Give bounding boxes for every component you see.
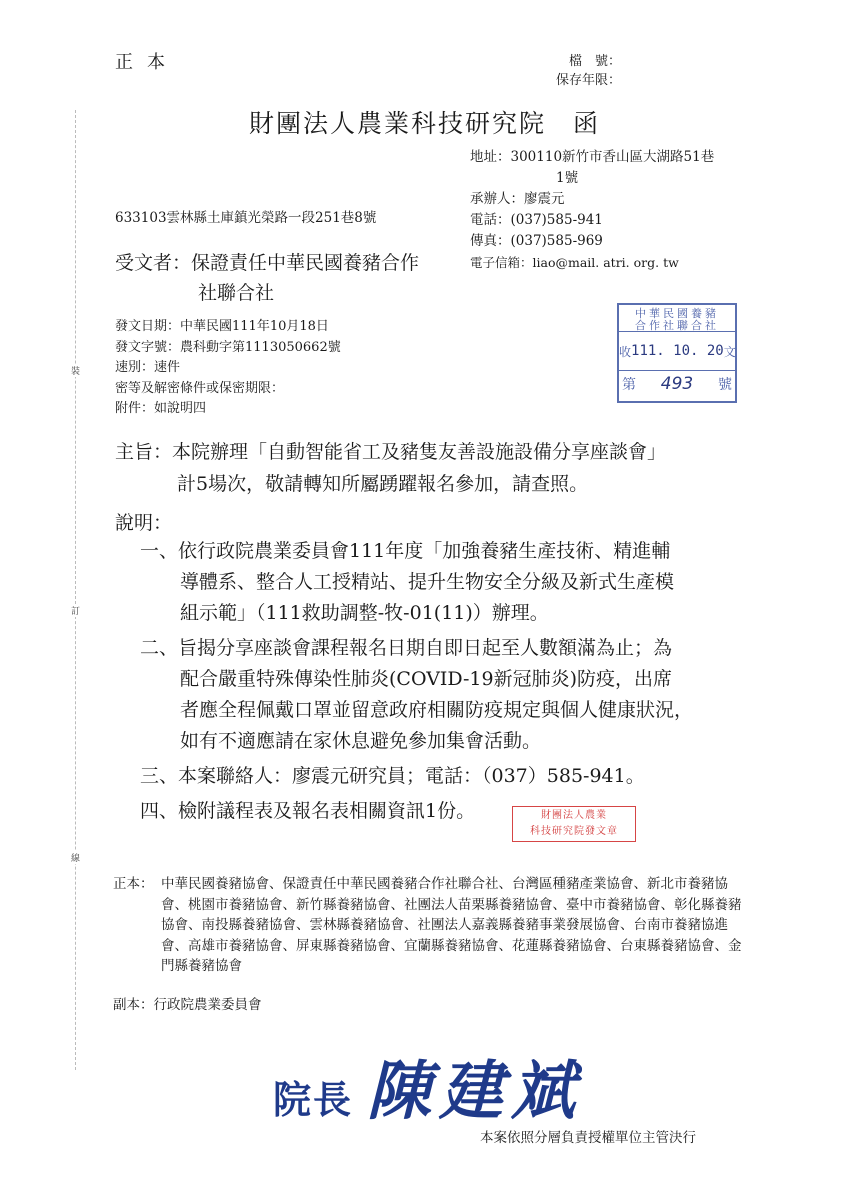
recipient-line1: 受文者：保證責任中華民國養豬合作 — [115, 252, 420, 274]
recipient-line2: 社聯合社 — [198, 282, 275, 304]
receipt-stamp — [617, 303, 737, 403]
attachment: 附件：如說明四 — [115, 401, 207, 416]
signature-name: 陳建斌 — [367, 1054, 584, 1129]
handler: 承辦人：廖震元 — [470, 191, 565, 207]
seal-line1: 財團法人農業 — [541, 810, 607, 821]
item-line: 三、本案聯絡人：廖震元研究員；電話：（037）585-941。 — [140, 765, 645, 787]
sender-address-cont: 1號 — [556, 170, 579, 186]
distribution-text: 中華民國養豬協會、保證責任中華民國養豬合作社聯合社、台灣區種豬產業協會、新北市養豬協會、桃園市養豬協會、新竹縣養豬協會、社團法人苗栗縣養豬協會、臺中市養豬協會、彰化縣養豬協會、南投縣養豬協會、雲林縣養豬協會、社團法人嘉義縣養豬事業發展協會、台南市養豬協進會、高雄市養豬協會、屏東縣養豬協會、宜蘭縣養豬協會、花蓮縣養豬協會、台東縣養豬協會、金門縣養豬協會 — [161, 876, 742, 974]
subject-line1: 主旨：本院辦理「自動智能省工及豬隻友善設施設備分享座談會」 — [115, 441, 667, 463]
item-line: 者應全程佩戴口罩並留意政府相關防疫規定與個人健康狀況， — [180, 699, 694, 721]
list-item — [140, 633, 693, 757]
fax: 傳真：(037)585-969 — [470, 233, 603, 249]
explanation-label: 說明： — [115, 512, 173, 534]
email: 電子信箱：liao@mail. atri. org. tw — [470, 255, 679, 270]
file-no-label: 檔 號： — [568, 54, 621, 69]
item-line: 導體系、整合人工授精站、提升生物安全分級及新式生產模 — [180, 571, 675, 593]
stamp-org-line1: 中華民國養豬 — [635, 307, 719, 320]
stamp-org — [619, 305, 735, 332]
signature-title: 院長 — [273, 1077, 354, 1122]
binding-mark: 線 — [71, 851, 80, 864]
binding-mark: 訂 — [71, 604, 80, 617]
recipient — [115, 248, 419, 308]
stamp-right-char: 文 — [723, 344, 736, 359]
retention-label: 保存年限： — [555, 73, 621, 88]
secrecy: 密等及解密條件或保密期限： — [115, 380, 285, 396]
sender-address: 地址：300110新竹市香山區大湖路51巷 — [470, 149, 715, 165]
subject — [115, 436, 666, 500]
issue-date: 發文日期：中華民國111年10月18日 — [115, 319, 329, 334]
document-title: 財團法人農業科技研究院 函 — [248, 109, 600, 138]
explanation-items — [140, 536, 693, 827]
seal-line2: 科技研究院發文章 — [530, 826, 618, 837]
stamp-org-line2: 合作社聯合社 — [635, 319, 719, 332]
sender-contact — [470, 147, 714, 273]
distribution-list — [113, 874, 743, 977]
authorization-note: 本案依照分層負責授權單位主管決行 — [480, 1130, 696, 1146]
binding-line — [75, 110, 76, 1070]
signature — [273, 1040, 583, 1132]
list-item — [140, 761, 693, 792]
stamp-left-char: 收 — [619, 344, 632, 359]
stamp-number: 493 — [660, 374, 694, 394]
copy-type: 正本 — [115, 52, 179, 73]
doc-number: 發文字號：農科動字第1113050662號 — [115, 339, 341, 355]
item-line: 一、依行政院農業委員會111年度「加強養豬生產技術、精進輔 — [140, 540, 671, 562]
file-meta — [525, 52, 621, 90]
item-line: 如有不適應請在家休息避免參加集會活動。 — [180, 730, 542, 752]
stamp-no-prefix: 第 — [622, 377, 636, 393]
item-line: 二、旨揭分享座談會課程報名日期自即日起至人數額滿為止；為 — [140, 637, 673, 659]
subject-line2: 計5場次，敬請轉知所屬踴躍報名參加，請查照。 — [177, 473, 589, 495]
stamp-date: 111. 10. 20 — [631, 343, 724, 359]
item-line: 配合嚴重特殊傳染性肺炎(COVID-19新冠肺炎)防疫，出席 — [180, 668, 673, 690]
speed: 速別：速件 — [115, 360, 181, 375]
recipient-address: 633103雲林縣土庫鎮光榮路一段251巷8號 — [115, 210, 377, 226]
stamp-no-suffix: 號 — [718, 377, 732, 393]
carbon-copy: 副本：行政院農業委員會 — [113, 997, 262, 1013]
item-line: 四、檢附議程表及報名表相關資訊1份。 — [140, 800, 476, 822]
institute-seal — [512, 806, 636, 842]
document-meta — [115, 317, 341, 420]
item-line: 組示範」（111救助調整-牧-01(11)）辦理。 — [180, 602, 549, 624]
phone: 電話：(037)585-941 — [470, 212, 603, 228]
distribution-label: 正本： — [113, 876, 154, 892]
list-item — [140, 536, 693, 629]
binding-mark: 裝 — [71, 364, 80, 377]
